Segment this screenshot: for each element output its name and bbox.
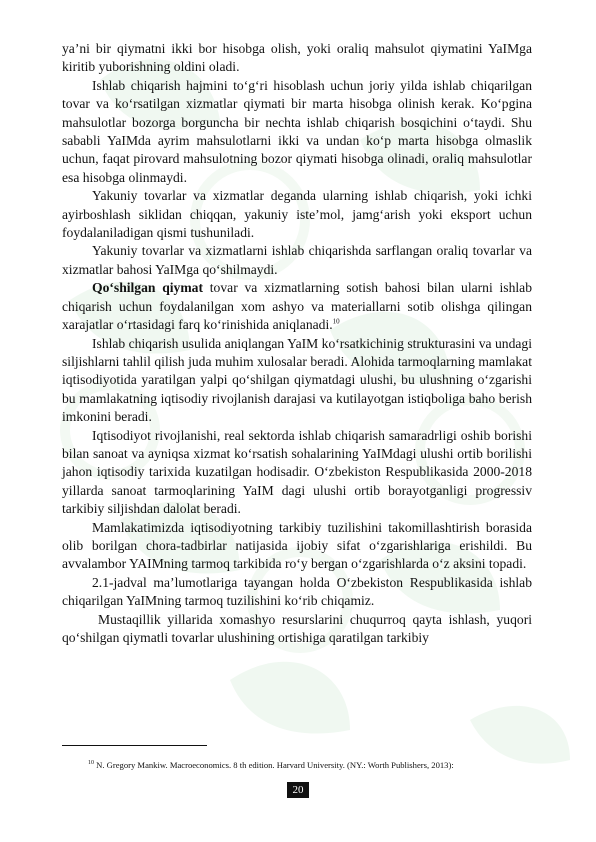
defined-term: Qo‘shilgan qiymat <box>92 280 204 296</box>
paragraph-3-text: Yakuniy tovarlar va xizmatlar deganda ularning ishlab chiqarish, yoki ichki ayirboshlash siklidan chiqqan, yakuniy iste’mol, jamg‘arish yoki eksport uchun foydalaniladigan qismi tushuniladi. <box>62 188 532 241</box>
paragraph-4-text: Yakuniy tovarlar va xizmatlarni ishlab chiqarishda sarflangan oraliq tovarlar va xizmatlar bahosi YaIMga qo‘shilmaydi. <box>62 243 532 277</box>
paragraph-8-text: Mamlakatimizda iqtisodiyotning tarkibiy tuzilishini takomillashtirish borasida olib borilgan chora-tadbirlar natijasida ijobiy sifat o‘zgarishlariga erishildi. Bu avvalambor YAIMning tarmoq tarkibida ro‘y bergan o‘zgarishlarda o‘z aksini topadi. <box>62 519 532 572</box>
paragraph-7 <box>62 427 532 519</box>
paragraph-2 <box>62 77 532 187</box>
paragraph-6-text: Ishlab chiqarish usulida aniqlangan YaIM ko‘rsatkichinig strukturasini va undagi siljishlarni tahlil qilish juda muhim xulosalar beradi. Alohida tarmoqlarning mamlakat iqtisodiyotida yaratilgan yalpi qo‘shilgan qiymatdagi ulushi, bu ulushning o‘zgarishi bu mamlakatning iqtisodiy rivojlanish darajasi va kutilayotgan istiqboliga baho berish imkonini beradi. <box>62 335 532 425</box>
paragraph-5-definition <box>62 279 532 334</box>
paragraph-9-text: 2.1-jadval ma’lumotlariga tayangan holda O‘zbekiston Respublikasida ishlab chiqarilgan YaIMning tarmoq tuzilishini ko‘rib chiqamiz. <box>62 574 532 609</box>
paragraph-2-text: Ishlab chiqarish hajmini to‘g‘ri hisoblash uchun joriy yilda ishlab chiqarilgan tovar va ko‘rsatilgan xizmatlar qiymati bir marta hisobga olinish kerak. Ko‘pgina mahsulotlar bozorga borguncha bir nechta ishlab chiqarish bosqichini o‘taydi. Shu sababli YaIMda ayrim mahsulotlarni ikki va undan ko‘p marta hisobga olmaslik uchun, faqat pirovard mahsulotning bozor qiymati hisobga olinadi, oraliq mahsulotlar esa hisobga olinmaydi. <box>62 77 532 185</box>
paragraph-5-text: tovar va xizmatlarning sotish bahosi bilan ularni ishlab chiqarish uchun foydalanilgan xom ashyo va materiallarni sotib olishga qilingan xarajatlar o‘rtasidagi farq ko‘rinishida aniqlanadi. <box>62 280 532 333</box>
paragraph-7-text: Iqtisodiyot rivojlanishi, real sektorda ishlab chiqarish samaradrligi oshib borishi bilan sanoat va ayniqsa xizmat ko‘rsatish sohalarining YaIMdagi ulushi ortib borilishi jahon iqtisodiy tarixida kuzatilgan hodisadir. O‘zbekiston Respublikasida 2000-2018 yillarda sanoat tarmoqlarining YaIM dagi ulushi ortib borayotganligi progressiv tarkibiy siljishdan dalolat beradi. <box>62 427 532 517</box>
page-number: 20 <box>287 782 309 798</box>
paragraph-6 <box>62 335 532 427</box>
footnote-divider <box>62 745 207 746</box>
paragraph-4 <box>62 242 532 279</box>
paragraph-1 <box>62 40 532 77</box>
paragraph-9 <box>62 574 532 611</box>
paragraph-10 <box>62 611 532 648</box>
document-body <box>62 40 532 647</box>
footnote-text: N. Gregory Mankiw. Macroeconomics. 8 th edition. Harvard University. (NY.: Worth Publishers, 2013): <box>94 760 454 770</box>
footnote <box>88 760 558 771</box>
paragraph-3 <box>62 187 532 242</box>
footnote-number: 10 <box>88 760 94 767</box>
paragraph-8 <box>62 519 532 574</box>
paragraph-1-text: ya’ni bir qiymatni ikki bor hisobga olish, yoki oraliq mahsulot qiymatini YaIMga kiritib yuborishning oldini oladi. <box>62 41 532 75</box>
paragraph-10-text: Mustaqillik yillarida xomashyo resurslarini chuqurroq qayta ishlash, yuqori qo‘shilgan qiymatli tovarlar ulushining ortishiga qaratilgan tarkibiy <box>62 611 532 645</box>
footnote-reference[interactable]: 10 <box>332 317 340 326</box>
